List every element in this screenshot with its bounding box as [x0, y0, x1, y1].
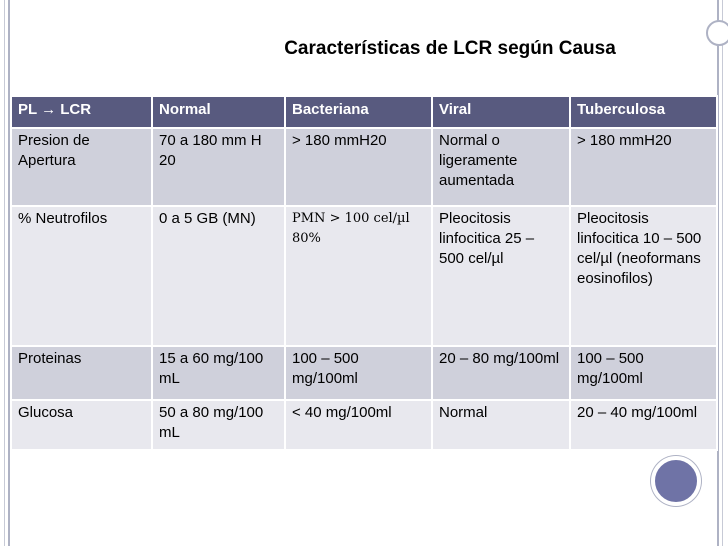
- table-row: [11, 400, 717, 450]
- table-row: [11, 346, 717, 400]
- header-cell-tuberculosa: Tuberculosa: [570, 96, 717, 128]
- table-cell: 0 a 5 GB (MN): [152, 206, 285, 346]
- header-cell-viral: Viral: [432, 96, 570, 128]
- table-cell: Presion de Apertura: [11, 128, 152, 206]
- table-cell: Proteinas: [11, 346, 152, 400]
- header-cell-normal: Normal: [152, 96, 285, 128]
- table-cell: PMN > 100 cel/µl 80%: [285, 206, 432, 346]
- table-cell: % Neutrofilos: [11, 206, 152, 346]
- slide-title: Características de LCR según Causa: [284, 38, 616, 59]
- table-cell: 20 – 80 mg/100ml: [432, 346, 570, 400]
- table-cell: Pleocitosis linfocitica 25 – 500 cel/µl: [432, 206, 570, 346]
- table-row: [11, 206, 717, 346]
- table-cell: Normal o ligeramente aumentada: [432, 128, 570, 206]
- table-header-row: [11, 96, 717, 128]
- table-cell: Glucosa: [11, 400, 152, 450]
- table-cell: Normal: [432, 400, 570, 450]
- table-row: [11, 128, 717, 206]
- table-cell: > 180 mmH20: [285, 128, 432, 206]
- table-cell: > 180 mmH20: [570, 128, 717, 206]
- left-border-line: [4, 0, 5, 546]
- table-cell: 100 – 500 mg/100ml: [285, 346, 432, 400]
- table-cell: 20 – 40 mg/100ml: [570, 400, 717, 450]
- table-cell: 15 a 60 mg/100 mL: [152, 346, 285, 400]
- right-border-line: [722, 0, 723, 546]
- header-cell-pl-lcr: PL → LCR: [11, 96, 152, 128]
- table-cell: 100 – 500 mg/100ml: [570, 346, 717, 400]
- decorative-circle-bottom: [651, 456, 701, 506]
- header-cell-bacteriana: Bacteriana: [285, 96, 432, 128]
- lcr-table: [10, 95, 718, 451]
- table-cell: 70 a 180 mm H 20: [152, 128, 285, 206]
- table-cell: < 40 mg/100ml: [285, 400, 432, 450]
- table-cell: 50 a 80 mg/100 mL: [152, 400, 285, 450]
- table-cell: Pleocitosis linfocitica 10 – 500 cel/µl (neoformans eosinofilos): [570, 206, 717, 346]
